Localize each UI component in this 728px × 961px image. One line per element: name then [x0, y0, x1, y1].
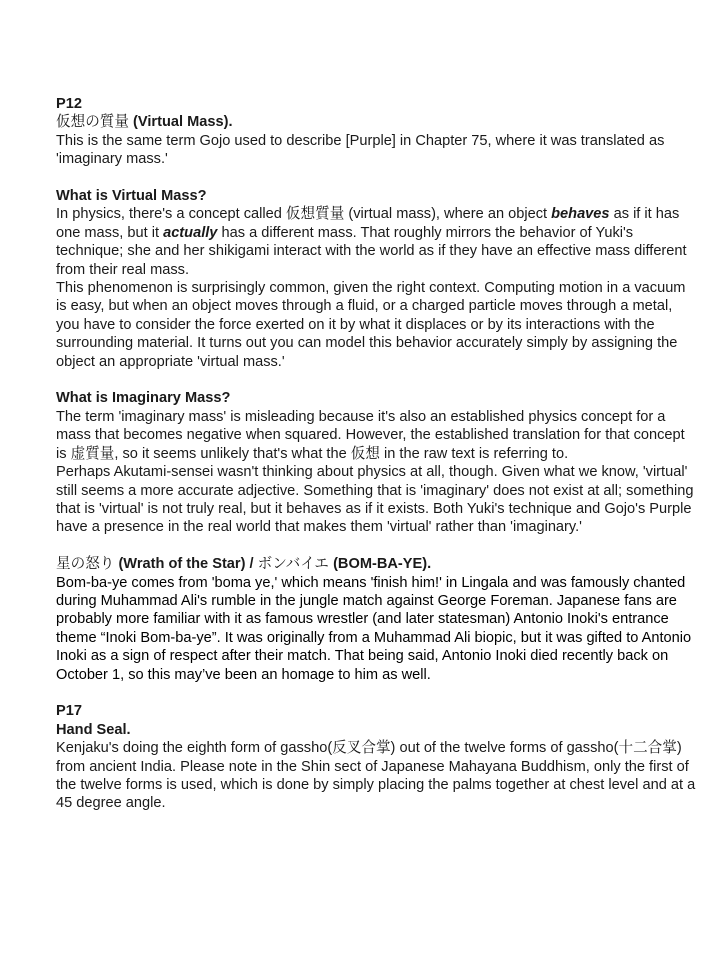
- section-wrath-of-star: [56, 555, 696, 684]
- emphasis-actually: actually: [163, 224, 218, 241]
- section-virtual-mass: [56, 187, 696, 371]
- section-p17: [56, 702, 696, 812]
- text-run: has a different mass. That roughly mirrors the behavior of Yuki's technique; she and her shikigami interact with the world as if they have an effective mass different from their real mass.: [56, 224, 687, 278]
- hand-seal-body: Kenjaku's doing the eighth form of gassho(反叉合掌) out of the twelve forms of gassho(十二合掌) from ancient India. Please note in the Shin sect of Japanese Mahayana Buddhism, only the first of the twelve forms is used, which is done by simply placing the palms together at chest level and at a 45 degree angle.: [56, 740, 696, 812]
- section-p12: [56, 95, 696, 169]
- virtual-mass-paragraph-1: [56, 205, 696, 279]
- hand-seal-heading: Hand Seal.: [56, 721, 131, 738]
- text-run: as if it has one mass, but it: [56, 206, 680, 241]
- emphasis-behaves: behaves: [551, 206, 610, 223]
- wrath-body: Bom-ba-ye comes from 'boma ye,' which means 'finish him!' in Lingala and was famously chanted during Muhammad Ali's rumble in the jungle match against George Foreman. Japanese fans are probably more familiar with it as famous wrestler (and later statesman) Antonio Inoki's entrance theme “Inoki Bom-ba-ye”. It was originally from a Muhammad Ali biopic, but it was gifted to Antonio Inoki as a sign of respect after their match. That being said, Antonio Inoki died recently back on October 1, so this may’ve been an homage to him as well.: [56, 574, 692, 683]
- term-en: (Virtual Mass).: [128, 114, 233, 131]
- term-jp: 仮想の質量: [56, 114, 129, 131]
- virtual-mass-paragraph-2: This phenomenon is surprisingly common, given the right context. Computing motion in a vacuum is easy, but when an object moves through a fluid, or a charged particle moves through a metal, you have to consider the force exerted on it by what it displaces or by its interactions with the surrounding material. It turns out you can model this behavior accurately simply by assigning the object an appropriate 'virtual mass.': [56, 280, 686, 370]
- heading-en-2: (BOM-BA-YE).: [329, 556, 432, 573]
- heading-jp-1: 星の怒り: [56, 556, 115, 573]
- page-label-p17: P17: [56, 703, 82, 720]
- imaginary-mass-heading: What is Imaginary Mass?: [56, 390, 231, 407]
- document: [56, 95, 696, 813]
- wrath-heading: [56, 555, 696, 573]
- p12-intro: This is the same term Gojo used to describe [Purple] in Chapter 75, where it was translated as 'imaginary mass.': [56, 132, 665, 168]
- text-run: In physics, there's a concept called 仮想質量 (virtual mass), where an object: [56, 206, 552, 223]
- imaginary-mass-paragraph-1: The term 'imaginary mass' is misleading because it's also an established physics concept for a mass that becomes negative when squared. However, the established translation for that concept is 虚質量, so it seems unlikely that's what the 仮想 in the raw text is referring to.: [56, 408, 685, 462]
- heading-jp-2: ボンバイエ: [257, 556, 330, 573]
- imaginary-mass-paragraph-2: Perhaps Akutami-sensei wasn't thinking about physics at all, though. Given what we know, 'virtual' still seems a more accurate adjective. Something that is 'imaginary' does not exist at all; something that is 'virtual' is not truly real, but it behaves as if it exists. Both Yuki's technique and Gojo's Purple have a presence in the real world that makes them 'virtual' rather than 'imaginary.': [56, 464, 694, 536]
- virtual-mass-heading: What is Virtual Mass?: [56, 188, 207, 205]
- virtual-mass-term-heading: [56, 113, 696, 131]
- section-imaginary-mass: [56, 389, 696, 536]
- page-label-p12: P12: [56, 96, 82, 112]
- heading-en-1: (Wrath of the Star) /: [114, 556, 258, 573]
